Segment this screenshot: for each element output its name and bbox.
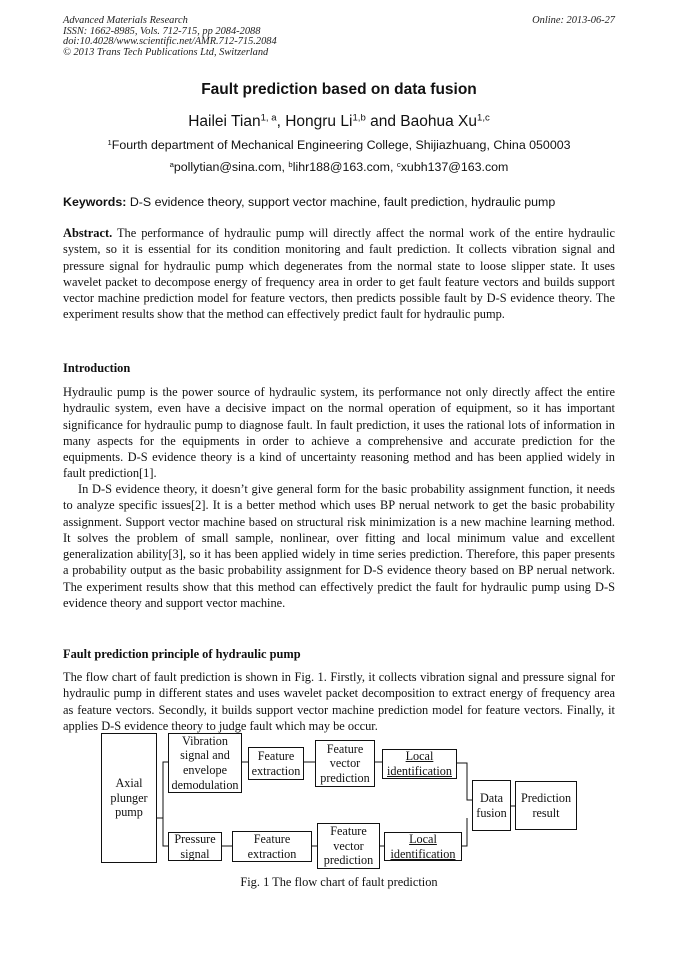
- copyright: © 2013 Trans Tech Publications Ltd, Switzerland: [63, 47, 269, 59]
- box-local-identification-bottom: Local identification: [384, 832, 462, 861]
- box-vibration-signal: Vibration signal and envelope demodulation: [168, 733, 242, 793]
- connector-local-bottom-to-fusion: [462, 818, 467, 846]
- fault-paragraph: The flow chart of fault prediction is shown in Fig. 1. Firstly, it collects vibration signal and pressure signal for hydraulic pump in different states and uses wavelet packet decomposition to extract energy of frequency area as feature vectors. Secondly, it builds support vector machine prediction model for feature vectors. Finally, it applies D-S evidence theory to judge fault which may be occur.: [63, 670, 615, 733]
- abstract-text: The performance of hydraulic pump will directly affect the normal work of the entire hydraulic system, so it is essential for its condition monitoring and fault prediction. It collects vibration signal and pressure signal for hydraulic pump which degenerates from the normal state to loose slipper state. It uses wavelet packet to decompose energy of frequency area in order to get fault feature vectors and builds support vector machine prediction model for feature vectors, then predicts possible fault by D-S evidence theory. The experiment results show that the method can effectively predict fault for hydraulic pump.: [63, 226, 616, 322]
- box-pressure-signal: Pressure signal: [168, 832, 222, 861]
- box-feature-extraction-top: Feature extraction: [248, 747, 304, 780]
- intro-paragraph-1: Hydraulic pump is the power source of hydraulic system, its performance not only directly affect the entire hydraulic system, even have a decisive impact on the normal operation of equipment, so it has important significance for hydraulic pump to diagnose fault. In fault prediction, it uses the rational lots of information in many aspects for the equipments in order to achieve a comprehensive and accurate prediction for the equipments. D-S evidence theory is a kind of uncertainty reasoning method and has been applied widely in fault prediction[1].: [63, 385, 615, 481]
- paper-title: Fault prediction based on data fusion: [201, 81, 477, 98]
- box-data-fusion: Data fusion: [472, 780, 511, 831]
- journal-name: Advanced Materials Research: [63, 15, 188, 26]
- issn: ISSN: 1662-8985, Vols. 712-715, pp 2084-2088: [63, 25, 261, 37]
- author: Baohua Xu$^{1,c}$: [400, 112, 490, 130]
- box-local-identification-top: Local identification: [382, 749, 457, 779]
- box-feature-vector-top: Feature vector prediction: [315, 740, 375, 787]
- affiliation: $^1$Fourth department of Mechanical Engineering College, Shijiazhuang, China 050003: [107, 137, 571, 152]
- email: $^c$xubh137@163.com: [396, 159, 509, 174]
- author: Hailei Tian$^{1, a}$,: [188, 112, 286, 130]
- email: $^b$lihr188@163.com,: [288, 159, 397, 174]
- section-heading-introduction: Introduction: [63, 361, 131, 375]
- intro-paragraph-2: In D-S evidence theory, it doesn’t give general form for the basic probability assignment function, it needs to analyze specific issues[2]. It is a better method which uses BP nerual network to get the basic probability assignment. Support vector machine based on structural risk minimization is a new machine learning method. It solves the problem of small sample, nonlinear, over fitting and local minimum value and excellent generalization ability[3], so it has been applied widely in time series prediction. Therefore, this paper presents a probability output as the basic probability assignment for D-S evidence theory based on BP nerual network. The experiment results show that this method can effectively predict the fault for hydraulic pump using D-S evidence theory and support vector machine.: [63, 482, 615, 611]
- box-axial-plunger-pump: Axial plunger pump: [101, 733, 157, 863]
- keywords-label: Keywords:: [63, 195, 127, 209]
- author: Hongru Li$^{1,b}$ and: [285, 112, 401, 130]
- box-prediction-result: Prediction result: [515, 781, 577, 830]
- box-feature-extraction-bottom: Feature extraction: [232, 831, 312, 862]
- online-date: Online: 2013-06-27: [532, 15, 615, 26]
- connector-local-top-to-fusion: [457, 763, 472, 800]
- doi: doi:10.4028/www.scientific.net/AMR.712-715.2084: [63, 36, 277, 48]
- box-feature-vector-bottom: Feature vector prediction: [317, 823, 380, 869]
- email: $^a$pollytian@sina.com,: [169, 159, 289, 174]
- abstract-label: Abstract.: [63, 226, 113, 240]
- section-heading-fault-prediction: Fault prediction principle of hydraulic pump: [63, 647, 301, 661]
- figure-caption: Fig. 1 The flow chart of fault prediction: [240, 875, 438, 889]
- keywords-text: D-S evidence theory, support vector machine, fault prediction, hydraulic pump: [129, 195, 556, 209]
